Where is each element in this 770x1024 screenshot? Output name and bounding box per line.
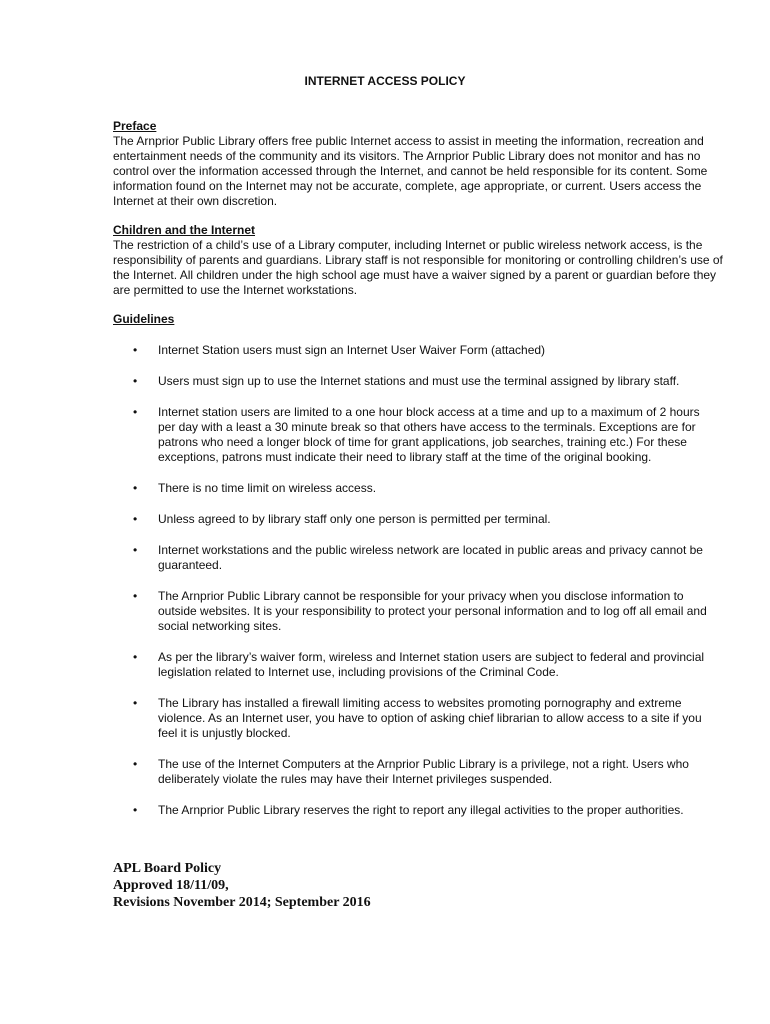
list-item-text: Users must sign up to use the Internet stations and must use the terminal assigned by library staff. (158, 374, 680, 388)
bullet-icon: • (133, 757, 138, 771)
list-item-text: There is no time limit on wireless access. (158, 481, 377, 495)
children-section (113, 223, 723, 298)
list-item (113, 696, 718, 741)
list-item-text: The Arnprior Public Library reserves the right to report any illegal activities to the proper authorities. (158, 803, 684, 817)
bullet-icon: • (133, 374, 138, 388)
bullet-icon: • (133, 543, 138, 557)
bullet-icon: • (133, 650, 138, 664)
bullet-icon: • (133, 696, 138, 710)
page-title: INTERNET ACCESS POLICY (304, 74, 466, 88)
list-item-text: The Arnprior Public Library cannot be responsible for your privacy when you disclose information to outside websites. It is your responsibility to protect your personal information and to log off all email and social networking sites. (158, 589, 707, 633)
bullet-icon: • (133, 803, 138, 817)
list-item (113, 589, 718, 634)
list-item (113, 512, 718, 527)
list-item (113, 543, 718, 573)
list-item-text: Internet station users are limited to a one hour block access at a time and up to a maximum of 2 hours per day with a least a 30 minute break so that others have access to the terminals. Exceptions are for patrons who need a longer block of time for grant applications, job searches, training etc.) For these exceptions, patrons must indicate their need to library staff at the time of the original booking. (158, 405, 700, 464)
preface-heading: Preface (113, 119, 157, 133)
children-heading: Children and the Internet (113, 223, 256, 237)
footer-line-approved: Approved 18/11/09, (113, 878, 229, 893)
list-item (113, 803, 718, 818)
bullet-icon: • (133, 512, 138, 526)
list-item (113, 481, 718, 496)
board-policy-footer (113, 860, 371, 911)
list-item (113, 374, 718, 389)
list-item-text: As per the library’s waiver form, wireless and Internet station users are subject to federal and provincial legislation related to Internet use, including provisions of the Criminal Code. (158, 650, 705, 679)
guidelines-heading: Guidelines (113, 312, 175, 326)
preface-text: The Arnprior Public Library offers free public Internet access to assist in meeting the information, recreation and entertainment needs of the community and its visitors. The Arnprior Public Library does not monitor and has no control over the information accessed through the Internet, and cannot be held responsible for its content. Some information found on the Internet may not be accurate, complete, age appropriate, or current. Users access the Internet at their own discretion. (113, 134, 708, 208)
bullet-icon: • (133, 343, 138, 357)
list-item-text: Internet workstations and the public wireless network are located in public areas and privacy cannot be guaranteed. (158, 543, 703, 572)
bullet-icon: • (133, 589, 138, 603)
list-item-text: Internet Station users must sign an Internet User Waiver Form (attached) (158, 343, 546, 357)
list-item (113, 650, 718, 680)
preface-section (113, 119, 723, 209)
list-item (113, 343, 718, 358)
list-item-text: Unless agreed to by library staff only one person is permitted per terminal. (158, 512, 551, 526)
guidelines-list (113, 343, 718, 834)
list-item-text: The Library has installed a firewall limiting access to websites promoting pornography and extreme violence. As an Internet user, you have to option of asking chief librarian to allow access to a site if you feel it is unjustly blocked. (158, 696, 702, 740)
children-text: The restriction of a child’s use of a Library computer, including Internet or public wireless network access, is the responsibility of parents and guardians. Library staff is not responsible for monitoring or controlling children’s use of the Internet. All children under the high school age must have a waiver signed by a parent or guardian before they are permitted to use the Internet workstations. (113, 238, 723, 297)
footer-line-revisions: Revisions November 2014; September 2016 (113, 895, 371, 910)
bullet-icon: • (133, 405, 138, 419)
list-item-text: The use of the Internet Computers at the Arnprior Public Library is a privilege, not a right. Users who deliberately violate the rules may have their Internet privileges suspended. (158, 757, 689, 786)
list-item (113, 757, 718, 787)
list-item (113, 405, 718, 465)
footer-line-policy: APL Board Policy (113, 861, 222, 876)
bullet-icon: • (133, 481, 138, 495)
